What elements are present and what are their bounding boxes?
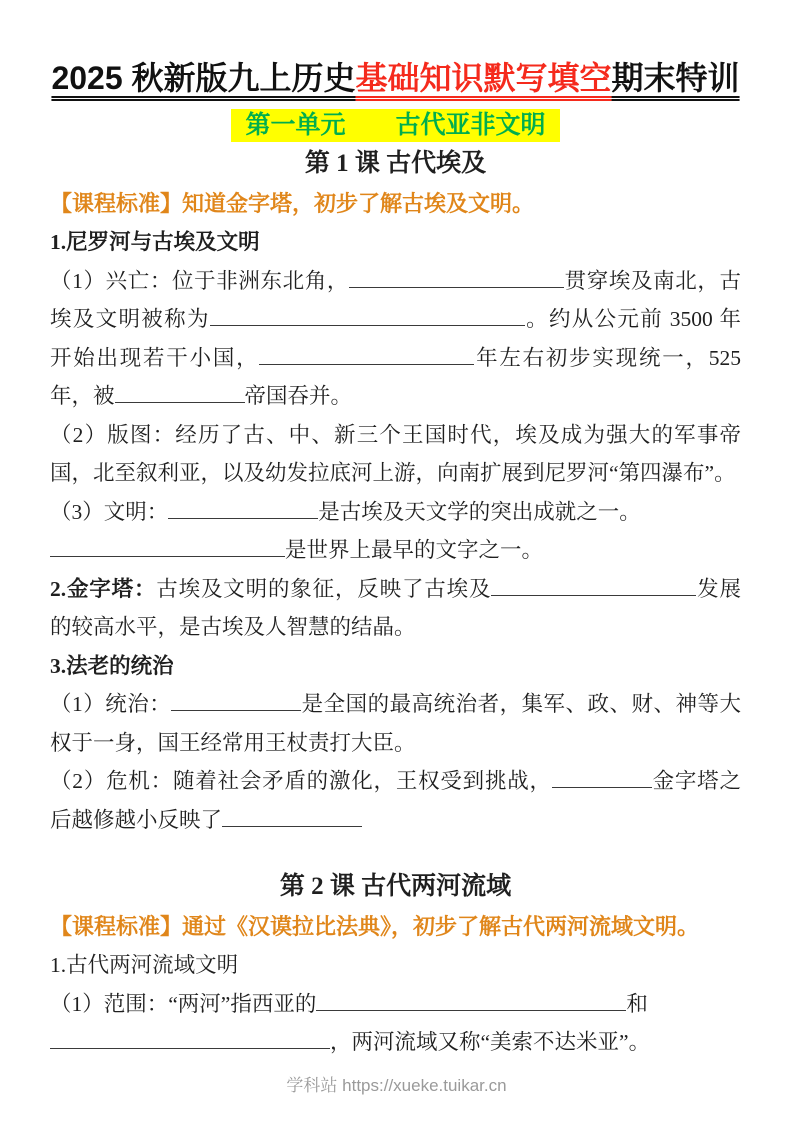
- fill-blank: [171, 688, 301, 711]
- paragraph-text: 3.法老的统治: [50, 653, 174, 678]
- fill-blank: [168, 496, 318, 519]
- fill-blank: [491, 573, 696, 596]
- worksheet-paragraph: [50, 262, 741, 416]
- paragraph-text: 是世界上最早的文字之一。: [285, 538, 544, 562]
- paragraph-text: 古埃及文明的象征，反映了古埃及: [156, 576, 492, 601]
- unit-banner: 第一单元 古代亚非文明: [231, 109, 559, 142]
- lesson-heading: 第 1 课 古代埃及: [304, 150, 487, 177]
- paragraph-text: （1）兴亡：位于非洲东北角，: [50, 268, 349, 293]
- paragraph-text: 帝国吞并。: [244, 384, 353, 408]
- worksheet-paragraph: [50, 762, 741, 839]
- paragraph-text: 贯穿埃及南北，古埃及文明被称为: [50, 268, 741, 331]
- worksheet-paragraph: [50, 493, 741, 532]
- worksheet-paragraph: [50, 223, 741, 262]
- fill-blank: [50, 1026, 330, 1049]
- paragraph-text: 2.金字塔：: [50, 576, 157, 601]
- lessons: [50, 144, 741, 1062]
- fill-blank: [259, 342, 474, 365]
- worksheet-paragraph: [50, 531, 741, 570]
- lesson-section: [50, 867, 741, 1062]
- lesson-heading: 第 2 课 古代两河流域: [279, 873, 512, 900]
- worksheet-paragraph: [50, 685, 741, 762]
- paragraph-text: 1.古代两河流域文明: [50, 953, 239, 977]
- paragraph-text: （3）文明：: [50, 499, 169, 524]
- worksheet-paragraph: [50, 416, 741, 493]
- course-standard: 【课程标准】通过《汉谟拉比法典》，初步了解古代两河流域文明。: [50, 914, 700, 939]
- worksheet-paragraph: [50, 570, 741, 647]
- page-title: [50, 56, 741, 100]
- paragraph-text: （2）危机：随着社会矛盾的激化，王权受到挑战，: [50, 769, 552, 793]
- paragraph-text: 是全国的最高统治者，集军、政、财、神等大权于一身，国王经常用王杖责打大臣。: [50, 692, 741, 755]
- paragraph-text: ，两河流域又称“美索不达米亚”。: [330, 1030, 651, 1054]
- paragraph-text: （2）版图：经历了古、中、新三个王国时代，埃及成为强大的军事帝国，北至叙利亚，以及幼发拉底河上游，向南扩展到尼罗河“第四瀑布”。: [50, 422, 741, 485]
- fill-blank: [552, 765, 652, 788]
- worksheet-paragraph: [50, 1023, 741, 1062]
- paragraph-text: （1）范围：“两河”指西亚的: [50, 991, 317, 1016]
- fill-blank: [50, 534, 285, 557]
- paragraph-text: 年左右初步实现统一，525 年，被: [50, 345, 741, 408]
- worksheet-paragraph: [50, 647, 741, 686]
- footer-watermark: 学科站 https://xueke.tuikar.cn: [286, 1076, 507, 1095]
- title-highlight: 基础知识默写填空: [355, 60, 612, 96]
- fill-blank: [222, 804, 362, 827]
- paragraph-text: 发展的较高水平，是古埃及人智慧的结晶。: [50, 576, 741, 639]
- fill-blank: [115, 380, 245, 403]
- paragraph-text: 和: [626, 991, 648, 1016]
- worksheet-paragraph: [50, 946, 741, 985]
- unit-banner-row: [50, 109, 741, 142]
- title-suffix: 期末特训: [611, 60, 740, 96]
- paragraph-text: （1）统治：: [50, 692, 172, 716]
- paragraph-text: 金字塔之后越修越小反映了: [50, 769, 741, 832]
- fill-blank: [210, 303, 525, 326]
- course-standard: 【课程标准】知道金字塔，初步了解古埃及文明。: [50, 191, 535, 216]
- paragraph-text: 。约从公元前 3500 年开始出现若干小国，: [50, 307, 741, 370]
- worksheet-paragraph: [50, 985, 741, 1024]
- title-prefix: 2025 秋新版九上历史: [51, 60, 356, 96]
- fill-blank: [349, 265, 564, 288]
- paragraph-text: 1.尼罗河与古埃及文明: [50, 230, 260, 254]
- fill-blank: [316, 988, 626, 1011]
- paragraph-text: 是古埃及天文学的突出成就之一。: [318, 499, 641, 524]
- lesson-section: [50, 144, 741, 839]
